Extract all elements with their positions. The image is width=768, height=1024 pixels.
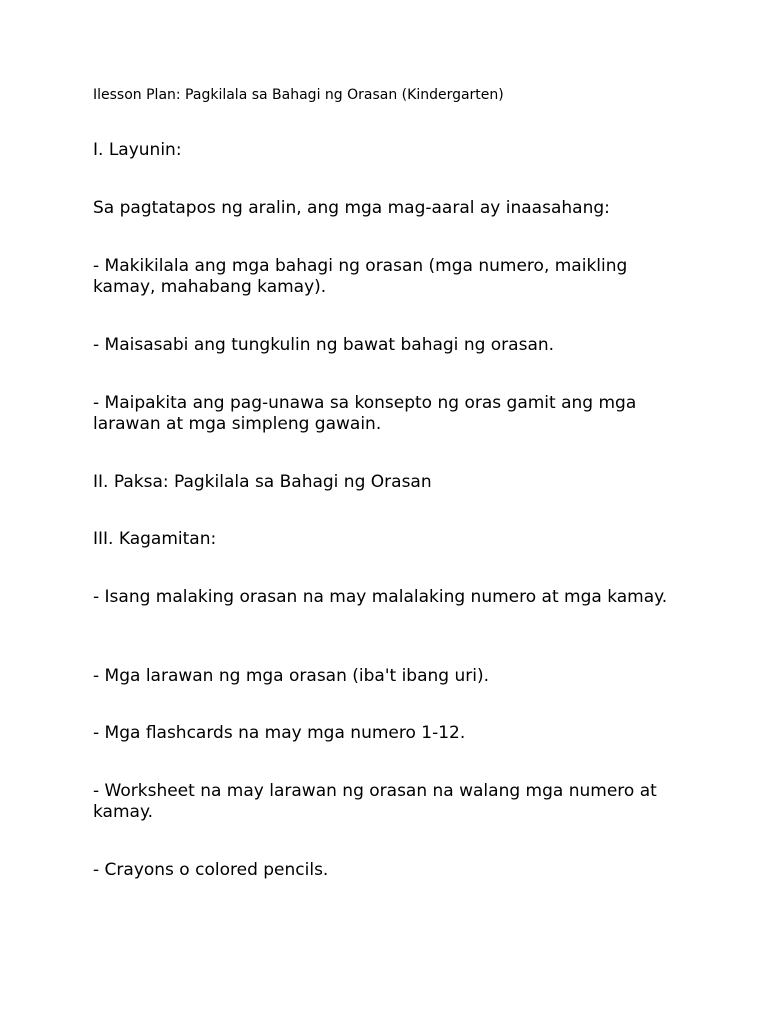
list-item: - Maisasabi ang tungkulin ng bawat bahagi ng orasan. [93, 335, 555, 355]
list-item: - Crayons o colored pencils. [93, 860, 329, 880]
section-heading-kagamitan: III. Kagamitan: [93, 529, 217, 549]
paragraph-intro: Sa pagtatapos ng aralin, ang mga mag-aaral ay inaasahang: [93, 198, 610, 218]
section-heading-paksa: II. Paksa: Pagkilala sa Bahagi ng Orasan [93, 472, 432, 492]
section-heading-layunin: I. Layunin: [93, 140, 182, 160]
list-item: - Isang malaking orasan na may malalaking numero at mga kamay. [93, 587, 668, 607]
document-title: Ilesson Plan: Pagkilala sa Bahagi ng Orasan (Kindergarten) [93, 87, 504, 103]
list-item: - Worksheet na may larawan ng orasan na walang mga numero at kamay. [93, 781, 657, 822]
list-item: - Mga flashcards na may mga numero 1-12. [93, 723, 466, 743]
list-item: - Mga larawan ng mga orasan (iba't ibang uri). [93, 666, 489, 686]
list-item: - Maipakita ang pag-unawa sa konsepto ng oras gamit ang mga larawan at mga simpleng gawain. [93, 393, 637, 434]
list-item: - Makikilala ang mga bahagi ng orasan (mga numero, maikling kamay, mahabang kamay). [93, 256, 628, 297]
